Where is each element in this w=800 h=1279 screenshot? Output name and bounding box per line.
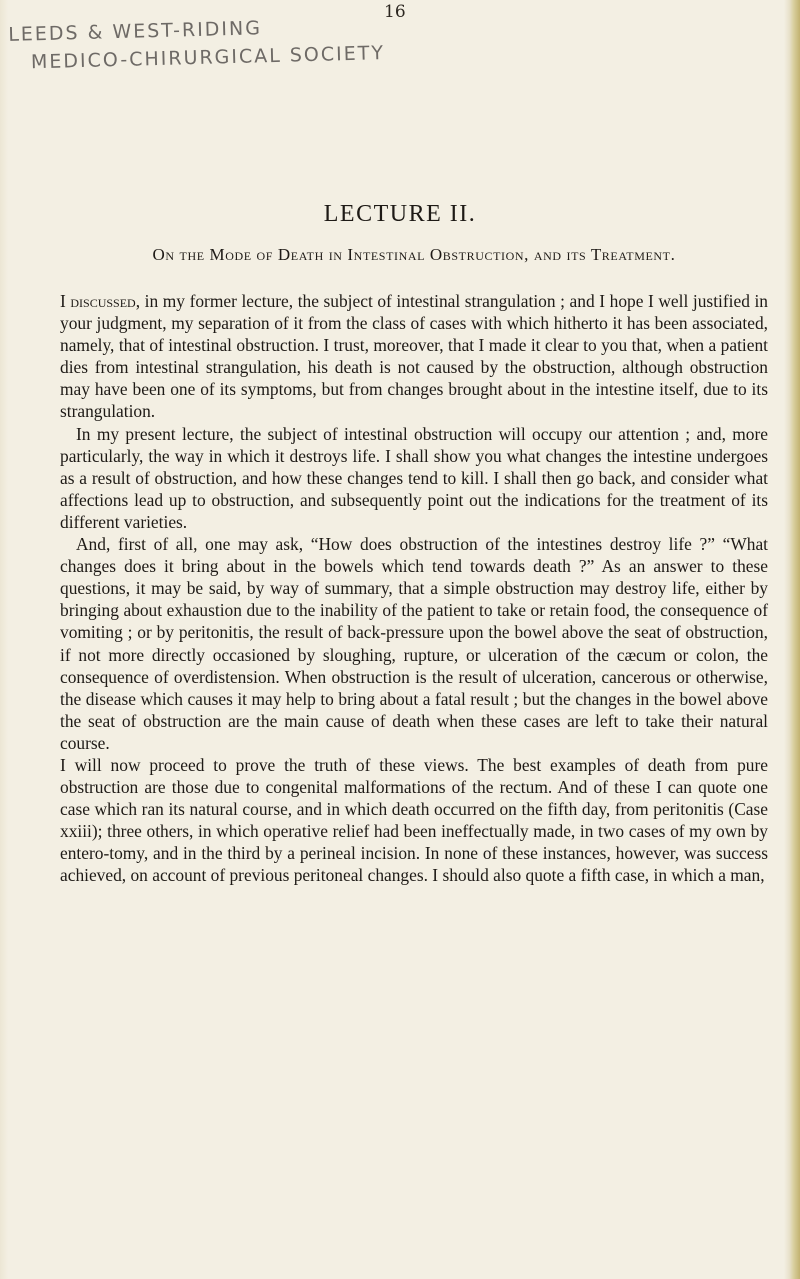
library-stamp-line-2: MEDICO-CHIRURGICAL SOCIETY: [30, 42, 386, 74]
paragraph-3: [60, 533, 768, 754]
paragraph-text: And, first of all, one may ask, “How does obstruction of the intestines destroy life ?” “What changes does it bring about in the bowels which tend towards death ?” As an answer to these questions, it may be said, by way of summary, that a simple obstruction may destroy life, either by bringing about exhaustion due to the inability of the patient to take or retain food, the consequence of vomiting ; or by peritonitis, the result of back-pressure upon the bowel above the seat of obstruction, if not more directly occasioned by sloughing, rupture, or ulceration of the cæcum or colon, the consequence of overdistension. When obstruction is the result of ulceration, cancerous or otherwise, the disease which causes it may help to bring about a fatal result ; but the changes in the bowel above the seat of obstruction are the main cause of death when these cases are left to take their natural course.: [60, 534, 768, 753]
paragraph-1: [60, 290, 768, 423]
page-number: 16: [384, 2, 406, 22]
paragraph-text: I will now proceed to prove the truth of these views. The best examples of death from pure obstruction are those due to congenital malformations of the rectum. And of these I can quote one case which ran its natural course, and in which death occurred on the fifth day, from peritonitis (Case xxiii); three others, in which operative relief had been ineffectually made, in two cases of my own by entero-tomy, and in the third by a perineal incision. In none of these instances, however, was success achieved, on account of previous peritoneal changes. I should also quote a fifth case, in which a man,: [60, 754, 768, 886]
paragraph-text: In my present lecture, the subject of intestinal obstruction will occupy our attention ; and, more particularly, the way in which it destroys life. I shall show you what changes the intestine undergoes as a result of obstruction, and how these changes tend to kill. I shall then go back, and consider what affections lead up to obstruction, and subsequently point out the indications for the treatment of its different varieties.: [60, 423, 768, 532]
paragraph-4: [60, 754, 768, 887]
lecture-title: LECTURE II.: [323, 201, 477, 227]
paragraph-2: [60, 423, 768, 533]
paragraph-text: in my former lecture, the subject of intestinal strangulation ; and I hope I well justified in your judgment, my separation of it from the class of cases with which hitherto it has been associated, namely, that of intestinal obstruction. I trust, moreover, that I made it clear to you that, when a patient dies from intestinal strangulation, his death is not caused by the obstruction, although obstruction may have been one of its symptoms, but from changes brought about in the intestine itself, due to its strangulation.: [60, 291, 768, 422]
lecture-subtitle: On the Mode of Death in Intestinal Obstruction, and its Treatment.: [152, 245, 676, 264]
page-edge-shadow: [784, 0, 800, 1279]
page-gutter-shading: [0, 0, 8, 1279]
lecture-body: [60, 290, 768, 887]
paragraph-lead-word: I discussed,: [60, 291, 141, 311]
library-stamp-line-1: LEEDS & WEST-RIDING: [7, 17, 263, 46]
